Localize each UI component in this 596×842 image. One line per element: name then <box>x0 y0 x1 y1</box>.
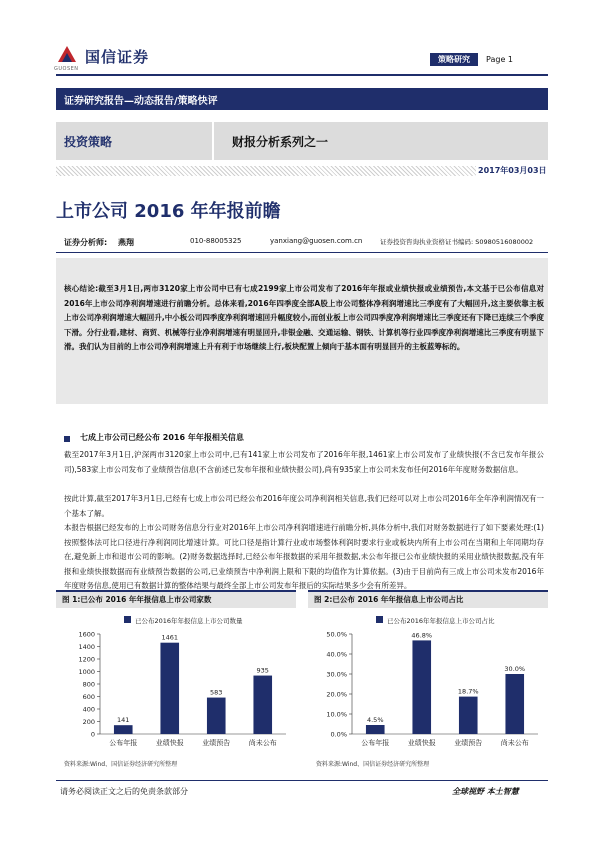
y-tick-label: 0 <box>90 730 95 739</box>
analyst-email[interactable]: yanxiang@guosen.com.cn <box>270 237 363 245</box>
y-tick-label: 1600 <box>78 630 95 639</box>
bar <box>505 674 524 734</box>
analyst-phone: 010-88005325 <box>190 237 242 245</box>
paragraph-2: 按此计算,截至2017年3月1日,已经有七成上市公司已经公布2016年度公司净利润相关信息,我们已经可以对上市公司2016年全年净利润情况有一个基本了解。 <box>64 494 544 518</box>
data-label: 18.7% <box>457 687 479 696</box>
data-label: 46.8% <box>411 631 433 640</box>
analyst-name: 燕翔 <box>118 238 134 247</box>
x-tick-label: 尚未公布 <box>248 739 277 747</box>
x-tick-label: 业绩预告 <box>454 739 483 747</box>
y-tick-label: 1200 <box>78 655 95 664</box>
paragraph-3: 本报告根据已经发布的上市公司财务信息分行业对2016年上市公司净利润增速进行前瞻分析,具体分析中,我们对财务数据进行了如下要素处理:(1)按照整体法可比口径进行净利润同比增速计算。可比口径是指计算行业或市场整体利润时要求行业或板块内所有上市公司在当期和上年同期均存在,避免新上市和退市公司的影响。(2)财务数据选择时,已经公布年报数据的采用年报数据,未公布年报已公布业绩快报的采用业绩快报数据,没有年报和业绩快报数据而有业绩预告数据的公司,已业绩预告中净利润上限和下限的均值作为计算依据。(3)由于目前尚有三成上市公司未发布2016年年度财务信息,使用已有数据计算的整体结果与最终全部上市公司发布年报后的实际结果多少会有所差异。 <box>64 523 544 591</box>
x-tick-label: 业绩预告 <box>202 739 231 747</box>
figure1-chart <box>56 610 296 756</box>
bar <box>412 640 431 734</box>
figure2-chart <box>308 610 548 756</box>
data-label: 1461 <box>161 633 179 642</box>
figure1-title: 图 1:已公布 2016 年年报信息上市公司家数 <box>62 595 212 604</box>
section-title: 七成上市公司已经公布 2016 年年报相关信息 <box>80 433 244 442</box>
bar <box>459 697 478 734</box>
data-label: 141 <box>117 716 130 725</box>
company-logo-sub: GUOSEN <box>54 66 79 72</box>
company-logo-text: 国信证券 <box>85 48 150 66</box>
category-divider <box>212 122 214 160</box>
y-tick-label: 200 <box>82 718 95 726</box>
bar <box>207 698 226 734</box>
y-tick-label: 40.0% <box>326 650 347 659</box>
bar <box>253 676 272 734</box>
y-tick-label: 50.0% <box>326 630 347 639</box>
guosen-logo-icon <box>56 44 78 64</box>
footer-rule <box>56 780 548 781</box>
y-tick-label: 10.0% <box>326 710 347 719</box>
data-label: 4.5% <box>366 716 384 724</box>
y-tick-label: 1000 <box>78 668 95 676</box>
category-left: 投资策略 <box>64 135 113 149</box>
figure1-source: 资料来源:Wind、国信证券经济研究所整理 <box>64 761 178 768</box>
bar <box>114 725 133 734</box>
x-tick-label: 业绩快报 <box>407 739 436 747</box>
y-tick-label: 30.0% <box>326 670 347 679</box>
section-tag: 策略研究 <box>430 53 478 66</box>
legend-label: 已公布2016年年报信息上市公司数量 <box>135 617 243 625</box>
y-tick-label: 1400 <box>78 643 95 651</box>
summary-text: 核心结论:截至3月1日,两市3120家上市公司中已有七成2199家上市公司发布了2016年年报或业绩快报或业绩预告,本文基于已公布信息对2016年上市公司净利润增速进行前瞻分析。总体来看,2016年四季度全部A股上市公司整体净利润增速比三季度有了大幅回升,这主要依靠主板上市公司净利润增速大幅回升,中小板公司四季度净利润增速回升幅度较小,而创业板上市公司四季度净利润增速比三季度还有下降已连续三个季度下滑。分行业看,建材、商贸、机械等行业净利润增速有明显回升,非银金融、交通运输、钢铁、计算机等行业四季度净利润增速比三季度有明显下滑。我们认为目前的上市公司净利润增速上升有利于市场继续上行,板块配置上倾向于基本面有明显回升的主板蓝筹标的。 <box>64 284 544 352</box>
figure2-source: 资料来源:Wind、国信证券经济研究所整理 <box>316 761 430 768</box>
bar <box>160 643 179 734</box>
x-tick-label: 公布年报 <box>361 739 390 747</box>
y-tick-label: 20.0% <box>326 690 347 699</box>
y-tick-label: 600 <box>82 693 95 701</box>
report-type-text: 证券研究报告—动态报告/策略快评 <box>64 96 218 107</box>
footer-disclaimer: 请务必阅读正文之后的免责条款部分 <box>60 787 188 796</box>
report-date: 2017年03月03日 <box>478 166 547 175</box>
page-number: Page 1 <box>486 55 513 64</box>
figure2-title: 图 2:已公布 2016 年年报信息上市公司占比 <box>314 595 464 604</box>
x-tick-label: 尚未公布 <box>500 739 529 747</box>
x-tick-label: 业绩快报 <box>155 739 184 747</box>
legend-label: 已公布2016年年报信息上市公司占比 <box>387 617 495 625</box>
header-rule <box>56 74 548 76</box>
legend-swatch <box>124 616 131 623</box>
data-label: 935 <box>256 666 269 675</box>
analyst-rule <box>56 252 548 253</box>
footer-slogan: 全球视野 本土智慧 <box>452 787 519 796</box>
y-tick-label: 0.0% <box>330 730 347 739</box>
figure1-title-bar <box>56 590 296 608</box>
series-title: 财报分析系列之一 <box>232 135 329 149</box>
y-tick-label: 400 <box>82 705 95 714</box>
date-stripe <box>56 166 548 176</box>
legend-swatch <box>376 616 383 623</box>
section-bullet-icon <box>64 436 70 442</box>
paragraph-1: 截至2017年3月1日,沪深两市3120家上市公司中,已有141家上市公司发布了2016年年报,1461家上市公司发布了业绩快报(不含已发布年报公司),583家上市公司发布了业绩预告信息(不含前述已发布年报和业绩快报公司),尚有935家上市公司未发布任何2016年年度财务数据信息。 <box>64 450 544 474</box>
data-label: 30.0% <box>504 665 526 673</box>
data-label: 583 <box>210 688 223 697</box>
analyst-certificate: 证券投资咨询执业资格证书编码: S0980516080002 <box>380 238 534 246</box>
y-tick-label: 800 <box>82 680 95 689</box>
x-tick-label: 公布年报 <box>109 739 138 747</box>
bar <box>366 725 385 734</box>
analyst-label: 证券分析师: <box>64 238 108 247</box>
page-title: 上市公司 2016 年年报前瞻 <box>56 201 281 222</box>
figure2-title-bar <box>308 590 548 608</box>
